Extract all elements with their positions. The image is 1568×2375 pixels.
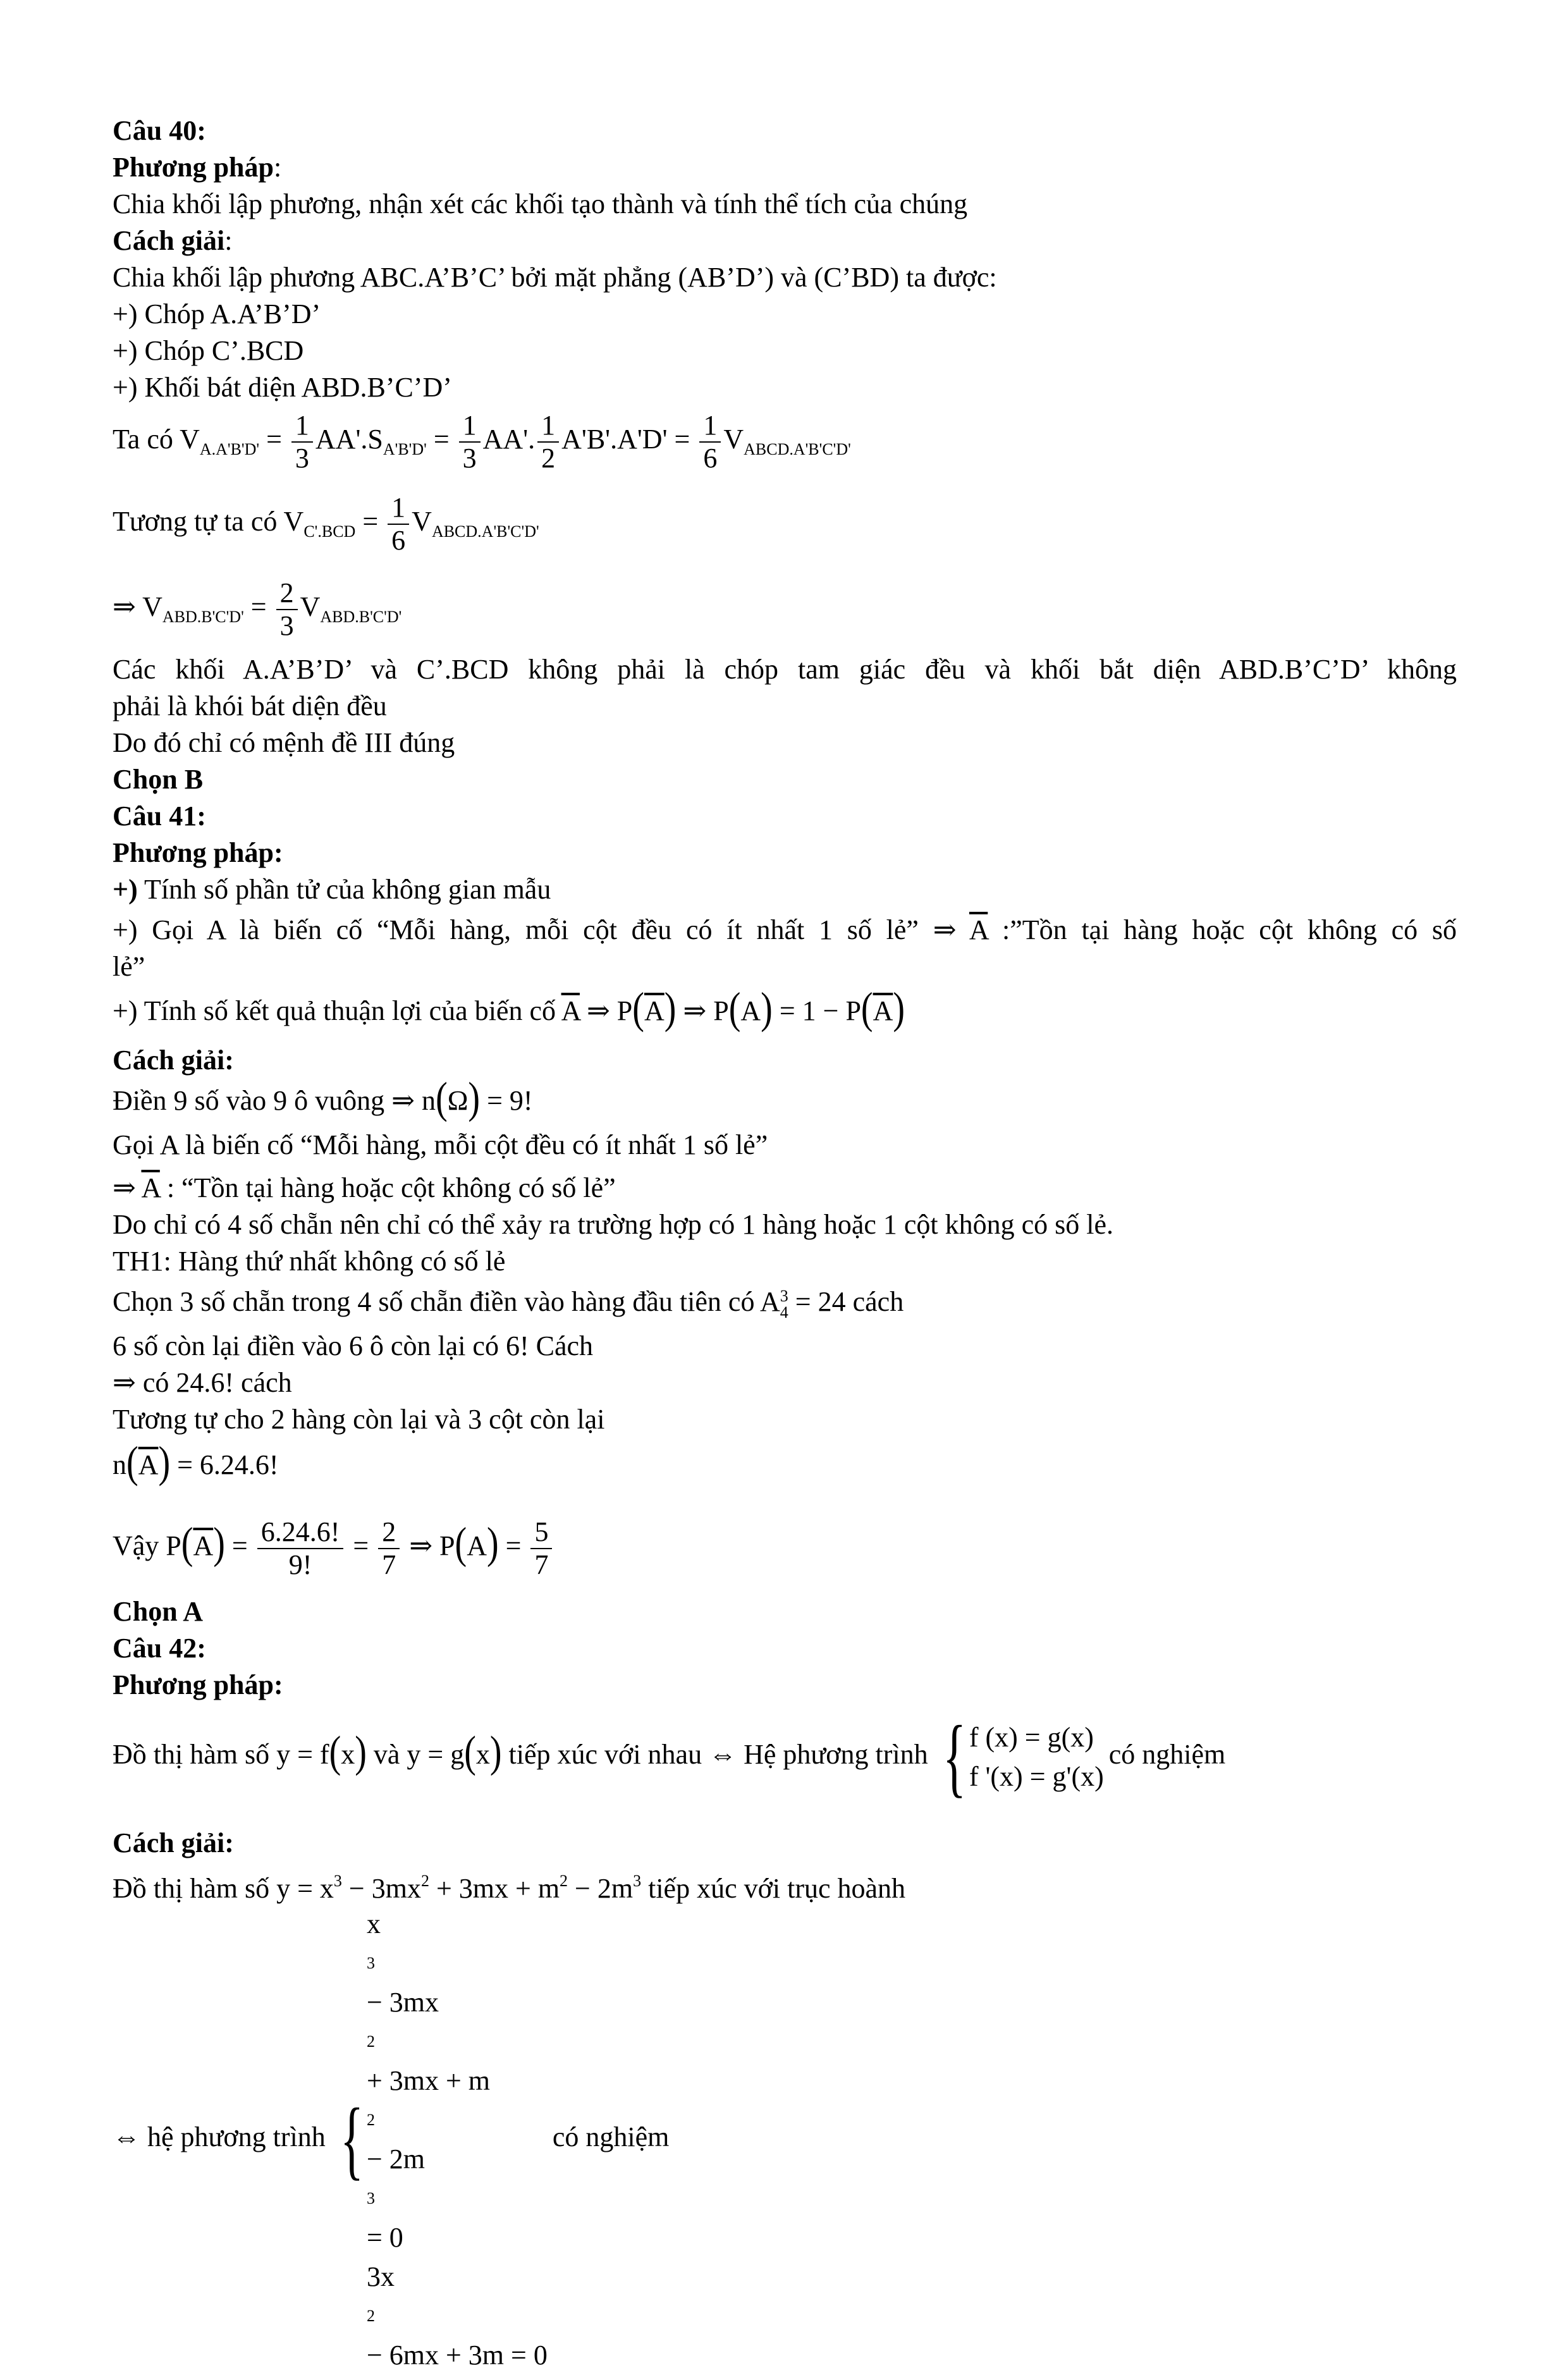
q41-m3-abar3: $\overline{A}$ [873, 995, 893, 1026]
q42-s1-p4: 3 [633, 1872, 642, 1890]
frac-num: 2 [276, 577, 298, 610]
q40-conclusion2: phải là khói bát diện đều [113, 690, 387, 721]
q41-s6-sub: 4 [780, 1303, 788, 1322]
frac-num: 5 [530, 1516, 552, 1549]
q41-m2b: :”Tồn tại hàng hoặc cột không có số [988, 914, 1457, 945]
q41-s10-abar: $\overline{A}$ [138, 1449, 159, 1480]
q41-solution-label: Cách giải: [113, 1045, 234, 1076]
frac-den: 9! [288, 1549, 312, 1580]
frac-den: 3 [279, 610, 294, 641]
q42-s1c: + 3mx + m [429, 1873, 560, 1904]
q40-eq1-eq2: = [426, 424, 456, 455]
q41-s5: TH1: Hàng thứ nhất không có số lẻ [113, 1246, 506, 1277]
row1-d: − 2m [366, 2144, 425, 2175]
q41-title: Câu 41: [113, 801, 206, 832]
q41-s2: Gọi A là biến cố “Mỗi hàng, mỗi cột đều có ít nhất 1 số lẻ” [113, 1129, 768, 1160]
q40-answer: Chọn B [113, 764, 204, 795]
q41-s6-sup: 3 [780, 1286, 788, 1305]
frac-num: 1 [388, 492, 409, 525]
q41-s1-omega: Ω [447, 1085, 469, 1116]
q40-eq1-t3: A'B'.A'D' = [561, 424, 697, 455]
row1-p2: 2 [366, 2032, 375, 2051]
q41-s10b: = 6.24.6! [170, 1449, 279, 1480]
q40-eq2-sub1: C'.BCD [303, 522, 356, 541]
q41-s11-eq2: = [346, 1530, 376, 1561]
q40-eq1-t4: V [723, 424, 744, 455]
frac-den: 6 [703, 442, 718, 474]
frac-den: 6 [391, 524, 406, 556]
q40-item3: +) Khối bát diện ABD.B’C’D’ [113, 372, 452, 403]
q40-solution-heading [113, 223, 232, 259]
q41-s11a: Vậy P [113, 1530, 181, 1561]
frac-den: 7 [534, 1549, 549, 1580]
q40-title: Câu 40: [113, 115, 206, 146]
q40-eq1-sub2: A'B'D' [383, 440, 427, 458]
q42-s1-p2: 2 [420, 1872, 429, 1890]
q42-s1-p3: 2 [560, 1872, 568, 1890]
q41-s4: Do chỉ có 4 số chẵn nên chỉ có thể xảy ra trường hợp có 1 hàng hoặc 1 cột không có số lẻ. [113, 1209, 1114, 1240]
q40-eq3-t: V [300, 591, 321, 622]
q41-s11-frac3 [530, 1516, 552, 1581]
q41-method-label: Phương pháp: [113, 837, 283, 868]
q42-m1-row2: f '(x) = g'(x) [969, 1760, 1104, 1792]
q40-eq1 [113, 405, 851, 484]
q40-eq1-lead: Ta có V [113, 424, 200, 455]
q42-m1-row1: f (x) = g(x) [969, 1721, 1094, 1753]
q42-s2 [113, 1905, 669, 2375]
q40-eq3-sub1: ABD.B'C'D' [162, 608, 244, 626]
frac-den: 3 [462, 442, 477, 474]
q41-s11: Vậy $P(\overline{A})$ = $\frac{6.24.6!}{9!}$ = $\frac{2}{7}$ ⇒ P(A) = $\frac{5}{7}$ [113, 1511, 554, 1581]
q42-s1 [113, 1863, 905, 1907]
q42-s2-row2 [367, 2257, 548, 2375]
q40-eq1-eq: = [259, 424, 289, 455]
q40-eq3 [113, 572, 401, 652]
q41-s10a: n [113, 1449, 126, 1480]
q41-s11-frac1 [257, 1516, 344, 1581]
q42-m1-system: { f (x) = g(x) f '(x) = g'(x) [942, 1707, 1104, 1806]
q41-answer: Chọn A [113, 1596, 204, 1627]
q40-conclusion1: Các khối A.A’B’D’ và C’.BCD không phải là chóp tam giác đều và khối bắt diện ABD.B’C’D’ không [113, 654, 1457, 685]
q40-solution-colon: : [224, 225, 233, 256]
q40-eq2-eq: = [355, 506, 386, 537]
q41-s11-b: ⇒ P [402, 1530, 455, 1561]
q41-s9: Tương tự cho 2 hàng còn lại và 3 cột còn lại [113, 1404, 605, 1435]
q41-s11-eq: = [224, 1530, 255, 1561]
q41-m3a: +) Tính số kết quả thuận lợi của biến cố [113, 995, 561, 1026]
row1-p4: 3 [366, 2189, 375, 2207]
q40-item2: +) Chóp C’.BCD [113, 335, 304, 366]
q41-s6 [113, 1284, 903, 1321]
q40-eq3-sub2: ABD.B'C'D' [320, 608, 402, 626]
q42-m1-x1: x [341, 1739, 355, 1770]
q40-conclusion3: Do đó chỉ có mệnh đề III đúng [113, 727, 455, 758]
q41-m2a: +) Gọi A là biến cố “Mỗi hàng, mỗi cột đều có ít nhất 1 số lẻ” ⇒ [113, 914, 969, 945]
q40-eq2-frac [388, 492, 409, 556]
frac-num: 1 [699, 410, 721, 443]
q41-method-3: +) Tính số kết quả thuận lợi của biến cố $\overline{A}$ ⇒ $P(\overline{A})$ ⇒ $P(A) = 1 - P(\overline{A})$ [113, 984, 905, 1033]
row1-e: = 0 [366, 2222, 403, 2253]
q40-eq2 [113, 487, 539, 567]
row2-p: 2 [366, 2307, 375, 2325]
q41-s1: Điền 9 số vào 9 ô vuông ⇒ n(Ω) = 9! [113, 1074, 533, 1123]
q41-s11-a: A [467, 1530, 487, 1561]
q40-eq1-sub1: A.A'B'D' [199, 440, 260, 458]
q41-m1-text: Tính số phần tử của không gian mẫu [137, 874, 551, 905]
q42-s2a: ⇔ hệ phương trình [113, 2121, 326, 2153]
q41-s7: 6 số còn lại điền vào 6 ô còn lại có 6! Cách [113, 1330, 594, 1361]
q40-eq1-frac2 [459, 410, 481, 474]
q40-eq1-frac3 [537, 410, 559, 474]
q42-m1-x2: x [475, 1739, 490, 1770]
q42-s2b: có nghiệm [552, 2121, 670, 2153]
q40-item1: +) Chóp A.A’B’D’ [113, 298, 321, 329]
q41-s8: ⇒ có 24.6! cách [113, 1367, 292, 1398]
q41-s11-abar: $\overline{A}$ [193, 1530, 214, 1561]
q41-m3-abar2: $\overline{A}$ [644, 995, 665, 1026]
q41-m3d: = 1 − P [772, 995, 861, 1026]
q41-s1a: Điền 9 số vào 9 ô vuông ⇒ n [113, 1085, 436, 1116]
q42-s1e: tiếp xúc với trục hoành [641, 1873, 906, 1904]
q41-m1-plus: +) [113, 874, 138, 905]
row1-c: + 3mx + m [366, 2065, 491, 2096]
q41-method-2 [113, 912, 1457, 948]
q40-solution-label: Cách giải [113, 225, 225, 256]
q41-m3b: ⇒ P [579, 995, 633, 1026]
frac-num: 2 [378, 1516, 400, 1549]
q42-s1b: − 3mx [341, 1873, 421, 1904]
q40-eq1-t1: AA'.S [315, 424, 383, 455]
row1-p1: 3 [366, 1954, 375, 1972]
q42-m1a: Đồ thị hàm số y = f [113, 1739, 329, 1770]
q40-eq2-sub2: ABCD.A'B'C'D' [431, 522, 539, 541]
row1-a: x [366, 1908, 381, 1939]
q42-m1c: tiếp xúc với nhau ⇔ Hệ phương trình [501, 1739, 928, 1770]
q42-s1d: − 2m [568, 1873, 634, 1904]
q42-method-label: Phương pháp: [113, 1669, 283, 1700]
q40-eq3-lead: ⇒ V [113, 591, 162, 622]
q40-line1: Chia khối lập phương ABC.A’B’C’ bởi mặt phẳng (AB’D’) và (C’BD) ta được: [113, 262, 997, 293]
q41-s3-abar: $\overline{A}$ [141, 1172, 160, 1203]
row1-b: − 3mx [366, 1987, 439, 2018]
q40-eq1-frac4 [699, 410, 721, 474]
frac-num: 1 [459, 410, 481, 443]
q40-method-label: Phương pháp [113, 152, 274, 183]
q41-method-1 [113, 871, 551, 908]
frac-num: 6.24.6! [257, 1516, 344, 1549]
frac-den: 2 [541, 442, 556, 474]
q41-m3-abar: $\overline{A}$ [561, 995, 580, 1026]
q40-method-heading [113, 149, 281, 186]
frac-num: 1 [291, 410, 313, 443]
q42-s1-p1: 3 [333, 1872, 342, 1890]
q41-m3c: ⇒ P [676, 995, 729, 1026]
q41-s3b: : “Tồn tại hàng hoặc cột không có số lẻ” [159, 1172, 616, 1203]
row2-a: 3x [366, 2261, 395, 2292]
row1-p3: 2 [366, 2111, 375, 2129]
frac-den: 7 [382, 1549, 396, 1580]
q40-eq1-sub3: ABCD.A'B'C'D' [744, 440, 851, 458]
q42-s2-system: { x 3 − 3mx 2 + 3mx + m 2 − 2m 3 = 0 3x 2 − 6mx + 3m = 0 [331, 1905, 548, 2375]
q41-s3 [113, 1170, 616, 1206]
q40-eq1-frac1 [291, 410, 313, 474]
q41-s1b: = 9! [480, 1085, 533, 1116]
q41-s6a: Chọn 3 số chẵn trong 4 số chẵn điền vào hàng đầu tiên có A [113, 1286, 780, 1317]
frac-num: 1 [537, 410, 559, 443]
q40-method-colon: : [274, 152, 282, 183]
q42-m1d: có nghiệm [1108, 1739, 1226, 1770]
q40-eq2-t: V [412, 506, 432, 537]
q41-m3-a: A [740, 995, 761, 1026]
q41-method-2c: lẻ” [113, 951, 145, 982]
q42-m1b: và y = g [366, 1739, 465, 1770]
q40-method-text: Chia khối lập phương, nhận xét các khối tạo thành và tính thể tích của chúng [113, 188, 968, 219]
q42-solution-label: Cách giải: [113, 1827, 234, 1858]
q42-s1a: Đồ thị hàm số y = x [113, 1873, 334, 1904]
q40-eq3-frac [276, 577, 298, 642]
frac-den: 3 [295, 442, 309, 474]
q41-s11-eq3: = [498, 1530, 529, 1561]
q42-title: Câu 42: [113, 1633, 206, 1664]
q41-s10: $n(\overline{A}) = 6.24.6$! [113, 1438, 279, 1487]
q40-eq3-eq: = [243, 591, 274, 622]
row2-b: − 6mx + 3m = 0 [366, 2340, 548, 2371]
q42-s2-row1 [367, 1905, 548, 2257]
q41-m2-abar: $\overline{A}$ [969, 914, 988, 945]
q40-eq2-lead: Tương tự ta có V [113, 506, 304, 537]
q41-s6b: = 24 cách [788, 1286, 904, 1317]
q40-eq1-t2: AA'. [482, 424, 536, 455]
q41-s11-frac2 [378, 1516, 400, 1581]
q41-s3a: ⇒ [113, 1172, 142, 1203]
q42-method-1: Đồ thị hàm số y = f(x) và y = g(x) tiếp xúc với nhau ⇔ Hệ phương trình { f (x) = g(x) f '(x) = g'(x) có nghiệm [113, 1707, 1226, 1806]
